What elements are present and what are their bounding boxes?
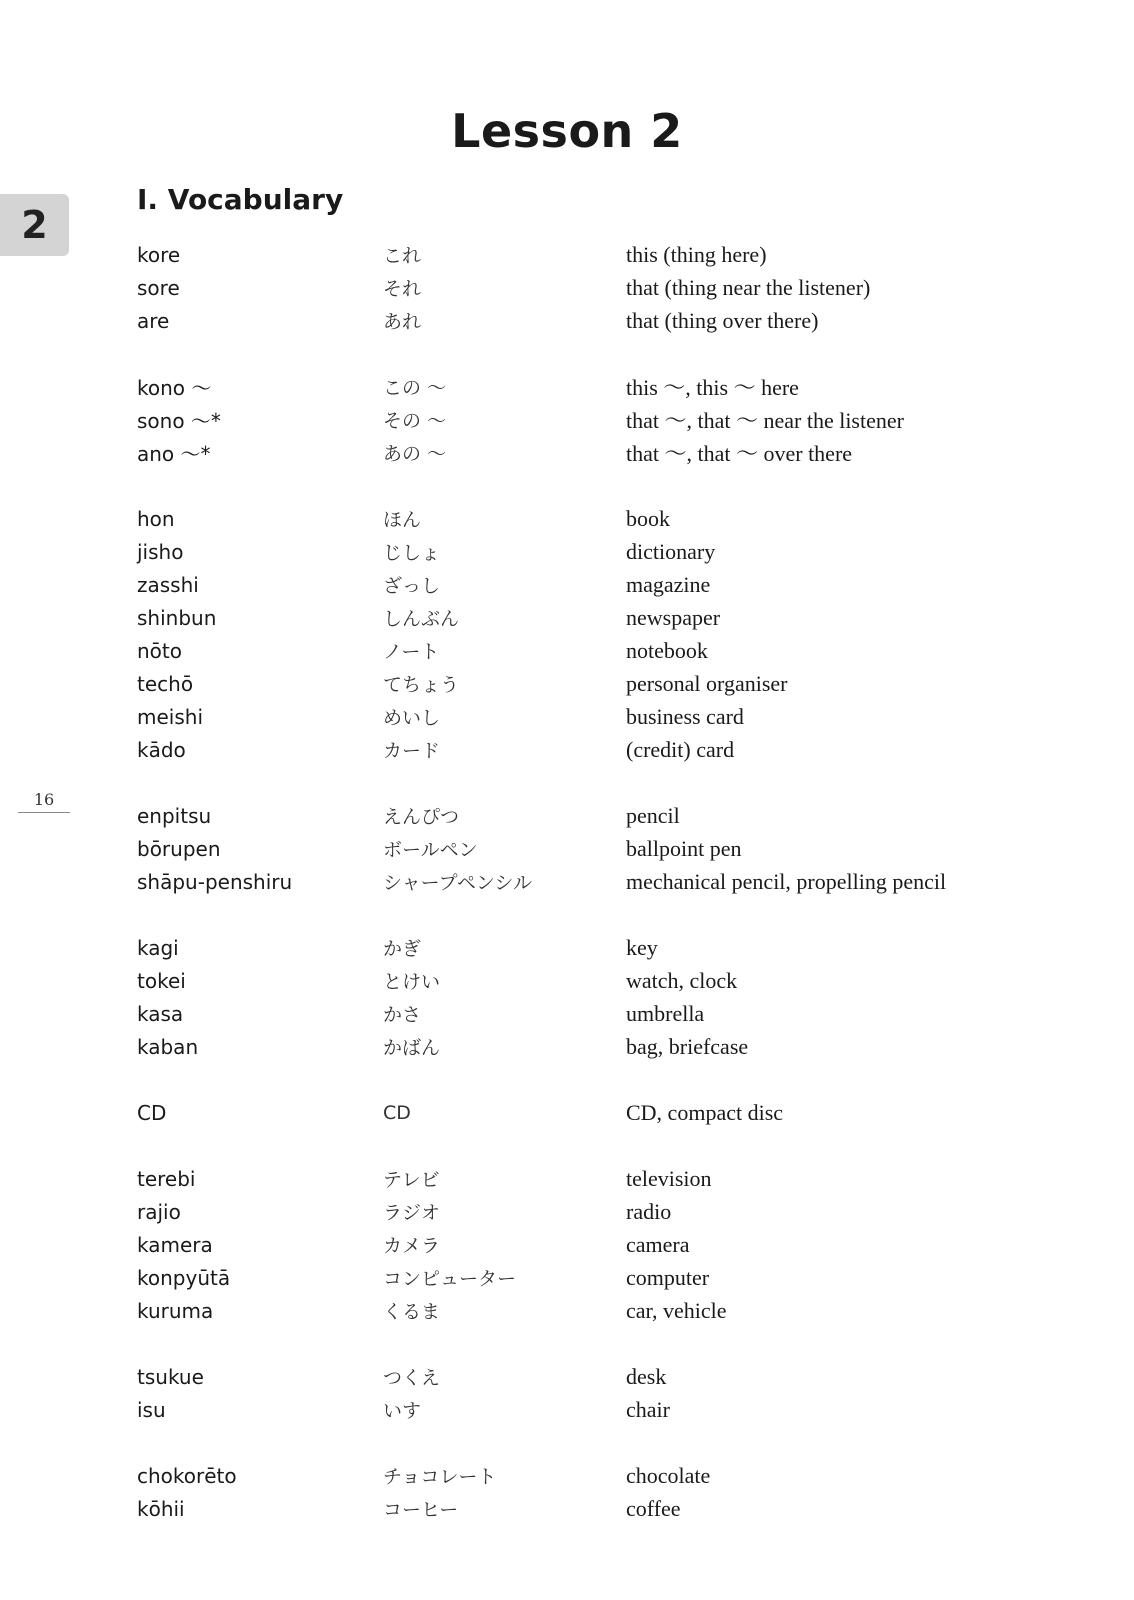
vocab-row (137, 1261, 1037, 1294)
vocab-row (137, 997, 1037, 1030)
romaji-term: kamera (137, 1232, 213, 1257)
kana-term: それ (383, 278, 422, 300)
kana-term: いす (383, 1400, 422, 1422)
kana-term: かぎ (383, 938, 422, 960)
english-meaning: radio (626, 1198, 672, 1224)
vocab-row (137, 535, 1037, 568)
english-meaning: television (626, 1165, 712, 1191)
vocab-row (137, 1294, 1037, 1327)
kana-term: くるま (383, 1301, 441, 1323)
vocab-row (137, 634, 1037, 667)
vocab-group (137, 799, 1037, 898)
vocab-row (137, 1162, 1037, 1195)
kana-term: CD (383, 1101, 411, 1124)
vocab-row (137, 1195, 1037, 1228)
kana-term: カメラ (383, 1235, 441, 1257)
vocab-row (137, 1492, 1037, 1525)
english-meaning: computer (626, 1264, 710, 1290)
english-meaning: umbrella (626, 1000, 705, 1026)
romaji-term: kore (137, 242, 181, 267)
vocab-row (137, 931, 1037, 964)
kana-term: ざっし (383, 575, 441, 597)
english-meaning: bag, briefcase (626, 1033, 749, 1059)
romaji-term: CD (137, 1100, 167, 1125)
romaji-term: konpyūtā (137, 1265, 231, 1290)
english-meaning: mechanical pencil, propelling pencil (626, 868, 947, 894)
kana-term: しんぶん (383, 608, 460, 630)
romaji-term: enpitsu (137, 803, 212, 828)
english-meaning: CD, compact disc (626, 1099, 784, 1125)
romaji-term: shinbun (137, 605, 217, 630)
vocab-row (137, 700, 1037, 733)
romaji-term: kaban (137, 1034, 199, 1059)
vocab-row (137, 568, 1037, 601)
kana-term: めいし (383, 707, 441, 729)
kana-term: その ～ (383, 410, 447, 432)
romaji-term: chokorēto (137, 1463, 237, 1488)
kana-term: てちょう (383, 674, 460, 696)
romaji-term: tokei (137, 968, 186, 993)
romaji-term: kādo (137, 737, 186, 762)
english-meaning: watch, clock (626, 967, 738, 993)
english-meaning: that ～, that ～ near the listener (626, 408, 904, 433)
vocab-row (137, 502, 1037, 535)
romaji-term: ano ～* (137, 442, 211, 466)
romaji-term: shāpu-penshiru (137, 869, 293, 894)
romaji-term: kasa (137, 1001, 184, 1026)
vocab-row (137, 1228, 1037, 1261)
english-meaning: camera (626, 1231, 690, 1257)
romaji-term: kagi (137, 935, 179, 960)
vocab-group (137, 1360, 1037, 1426)
kana-term: コンピューター (383, 1268, 517, 1290)
romaji-term: jisho (137, 539, 184, 564)
english-meaning: this (thing here) (626, 241, 767, 267)
kana-term: かばん (383, 1037, 441, 1059)
english-meaning: newspaper (626, 604, 721, 630)
romaji-term: terebi (137, 1166, 196, 1191)
chapter-tab: 2 (0, 194, 69, 256)
kana-term: カード (383, 740, 441, 762)
romaji-term: meishi (137, 704, 203, 729)
english-meaning: that (thing over there) (626, 307, 819, 333)
kana-term: あの ～ (383, 443, 447, 465)
kana-term: チョコレート (383, 1466, 497, 1488)
vocabulary-list (137, 238, 1037, 1558)
english-meaning: key (626, 934, 658, 960)
english-meaning: ballpoint pen (626, 835, 742, 861)
vocab-group (137, 238, 1037, 337)
kana-term: じしょ (383, 542, 441, 564)
kana-term: テレビ (383, 1169, 440, 1191)
vocab-row (137, 832, 1037, 865)
vocab-row (137, 865, 1037, 898)
romaji-term: isu (137, 1397, 166, 1422)
romaji-term: sono ～* (137, 409, 221, 433)
vocab-row (137, 1030, 1037, 1063)
vocab-row (137, 733, 1037, 766)
english-meaning: desk (626, 1363, 667, 1389)
english-meaning: personal organiser (626, 670, 788, 696)
vocab-group (137, 1096, 1037, 1129)
kana-term: この ～ (383, 377, 447, 399)
english-meaning: pencil (626, 802, 680, 828)
vocab-group (137, 1459, 1037, 1525)
kana-term: とけい (383, 971, 441, 993)
kana-term: ノート (383, 641, 440, 663)
romaji-term: kuruma (137, 1298, 214, 1323)
romaji-term: kōhii (137, 1496, 185, 1521)
vocab-row (137, 271, 1037, 304)
english-meaning: magazine (626, 571, 711, 597)
vocab-row (137, 1393, 1037, 1426)
romaji-term: tsukue (137, 1364, 204, 1389)
lesson-title: Lesson 2 (451, 104, 683, 158)
english-meaning: book (626, 505, 670, 531)
vocab-row (137, 601, 1037, 634)
english-meaning: notebook (626, 637, 708, 663)
romaji-term: nōto (137, 638, 182, 663)
vocab-row (137, 964, 1037, 997)
kana-term: つくえ (383, 1367, 441, 1389)
english-meaning: that ～, that ～ over there (626, 441, 853, 466)
english-meaning: car, vehicle (626, 1297, 727, 1323)
vocab-row (137, 1459, 1037, 1492)
kana-term: かさ (383, 1004, 422, 1026)
vocab-row (137, 370, 1037, 403)
english-meaning: that (thing near the listener) (626, 274, 871, 300)
vocab-row (137, 667, 1037, 700)
kana-term: コーヒー (383, 1499, 459, 1521)
vocab-row (137, 436, 1037, 469)
vocab-group (137, 931, 1037, 1063)
vocab-group (137, 1162, 1037, 1327)
vocab-row (137, 1360, 1037, 1393)
romaji-term: techō (137, 671, 194, 696)
romaji-term: kono ～ (137, 376, 212, 400)
vocab-row (137, 1096, 1037, 1129)
english-meaning: this ～, this ～ here (626, 375, 799, 400)
vocab-row (137, 403, 1037, 436)
romaji-term: zasshi (137, 572, 199, 597)
english-meaning: chair (626, 1396, 670, 1422)
english-meaning: dictionary (626, 538, 716, 564)
kana-term: あれ (383, 311, 422, 333)
romaji-term: bōrupen (137, 836, 221, 861)
romaji-term: are (137, 308, 170, 333)
kana-term: これ (383, 245, 422, 267)
english-meaning: chocolate (626, 1462, 711, 1488)
vocab-group (137, 370, 1037, 469)
kana-term: えんぴつ (383, 806, 460, 828)
section-heading: I. Vocabulary (137, 183, 344, 216)
romaji-term: sore (137, 275, 180, 300)
kana-term: ボールペン (383, 839, 478, 861)
english-meaning: business card (626, 703, 744, 729)
romaji-term: hon (137, 506, 175, 531)
page-number: 16 (18, 790, 70, 813)
vocab-row (137, 304, 1037, 337)
romaji-term: rajio (137, 1199, 181, 1224)
kana-term: ほん (383, 509, 422, 531)
vocab-group (137, 502, 1037, 766)
vocab-row (137, 799, 1037, 832)
english-meaning: coffee (626, 1495, 681, 1521)
english-meaning: (credit) card (626, 736, 735, 762)
vocab-row (137, 238, 1037, 271)
kana-term: ラジオ (383, 1202, 441, 1224)
kana-term: シャープペンシル (383, 872, 532, 894)
